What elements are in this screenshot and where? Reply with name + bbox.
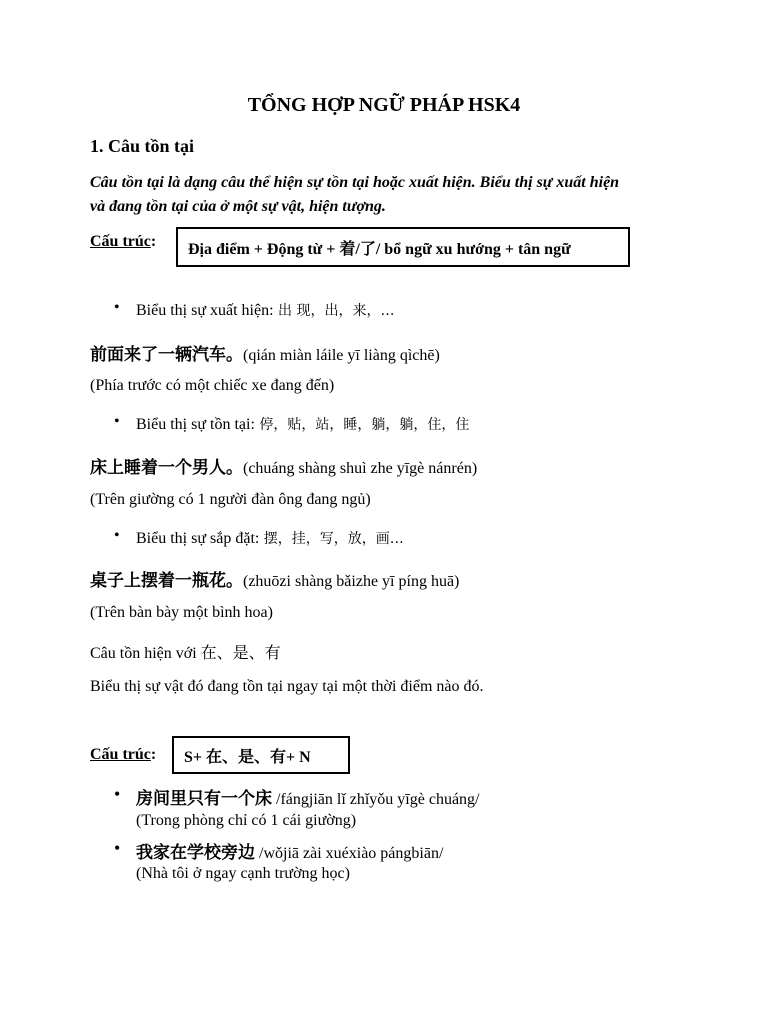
bullet-dot: • bbox=[114, 527, 120, 544]
example-3 bbox=[90, 566, 459, 591]
list-item-2 bbox=[136, 838, 443, 863]
bullet-appearance bbox=[136, 300, 394, 320]
example-3-pinyin: (zhuōzi shàng bǎizhe yī píng huā) bbox=[243, 573, 460, 590]
bullet-arrangement-label: Biểu thị sự sắp đặt: bbox=[136, 530, 260, 547]
document-title: TỔNG HỢP NGỮ PHÁP HSK4 bbox=[247, 94, 521, 116]
bullet-existence bbox=[136, 414, 469, 434]
list-item-1-translation: (Trong phòng chỉ có 1 cái giường) bbox=[136, 812, 357, 829]
example-3-translation: (Trên bàn bày một bình hoa) bbox=[90, 604, 273, 621]
structure-label-1 bbox=[90, 233, 156, 251]
example-2-chinese: 床上睡着一个男人。 bbox=[90, 458, 243, 478]
bullet-arrangement bbox=[136, 528, 404, 548]
list-item-1-pinyin: /fángjiān lǐ zhǐyǒu yīgè chuáng/ bbox=[272, 791, 480, 808]
bullet-existence-words: 停，贴，站，睡，躺，躺，住，住 bbox=[254, 417, 470, 433]
structure-label-2 bbox=[90, 746, 156, 764]
existence-description: Biểu thị sự vật đó đang tồn tại ngay tại một thời điểm nào đó. bbox=[90, 678, 484, 695]
structure-formula-1: Địa điểm + Động từ + 着/了/ bổ ngữ xu hướng + tân ngữ bbox=[188, 240, 571, 258]
structure-formula-2: S+ 在、是、有+ N bbox=[184, 748, 311, 766]
example-1-translation: (Phía trước có một chiếc xe đang đến) bbox=[90, 377, 335, 394]
example-2 bbox=[90, 453, 477, 478]
structure-label-text: Cấu trúc bbox=[90, 233, 151, 250]
structure-label-text: Cấu trúc bbox=[90, 746, 151, 763]
bullet-arrangement-words: 摆，挂，写，放，画… bbox=[259, 531, 404, 547]
example-3-chinese: 桌子上摆着一瓶花。 bbox=[90, 571, 243, 591]
list-item-2-translation: (Nhà tôi ở ngay cạnh trường học) bbox=[136, 865, 350, 882]
example-2-pinyin: (chuáng shàng shuì zhe yīgè nánrén) bbox=[243, 460, 478, 477]
bullet-existence-label: Biểu thị sự tồn tại: bbox=[136, 416, 255, 433]
list-item-2-pinyin: /wǒjiā zài xuéxiào pángbiān/ bbox=[255, 845, 444, 862]
existence-with-line: Câu tồn hiện với 在、是、有 bbox=[90, 645, 281, 662]
section-heading: 1. Câu tồn tại bbox=[90, 136, 195, 156]
structure-label-colon: : bbox=[150, 233, 157, 250]
structure-formula-box-1 bbox=[176, 227, 630, 267]
list-item-1 bbox=[136, 784, 480, 809]
bullet-appearance-words: 出 现，出，来，… bbox=[273, 303, 395, 319]
example-1-pinyin: (qián miàn láile yī liàng qìchē) bbox=[243, 347, 440, 364]
intro-line-1: Câu tồn tại là dạng câu thể hiện sự tồn tại hoặc xuất hiện. Biểu thị sự xuất hiện bbox=[90, 174, 620, 191]
bullet-dot: • bbox=[114, 299, 120, 316]
example-2-translation: (Trên giường có 1 người đàn ông đang ngủ) bbox=[90, 491, 371, 508]
example-1-chinese: 前面来了一辆汽车。 bbox=[90, 345, 243, 365]
structure-formula-box-2 bbox=[172, 736, 350, 774]
list-item-2-chinese: 我家在学校旁边 bbox=[136, 843, 255, 863]
list-item-1-chinese: 房间里只有一个床 bbox=[136, 789, 272, 809]
intro-line-2: và đang tồn tại của ở một sự vật, hiện tượng. bbox=[90, 198, 386, 215]
example-1 bbox=[90, 340, 440, 365]
bullet-dot: • bbox=[114, 784, 121, 804]
bullet-appearance-label: Biểu thị sự xuất hiện: bbox=[136, 302, 274, 319]
bullet-dot: • bbox=[114, 413, 120, 430]
structure-label-colon: : bbox=[150, 746, 157, 763]
bullet-dot: • bbox=[114, 838, 121, 858]
